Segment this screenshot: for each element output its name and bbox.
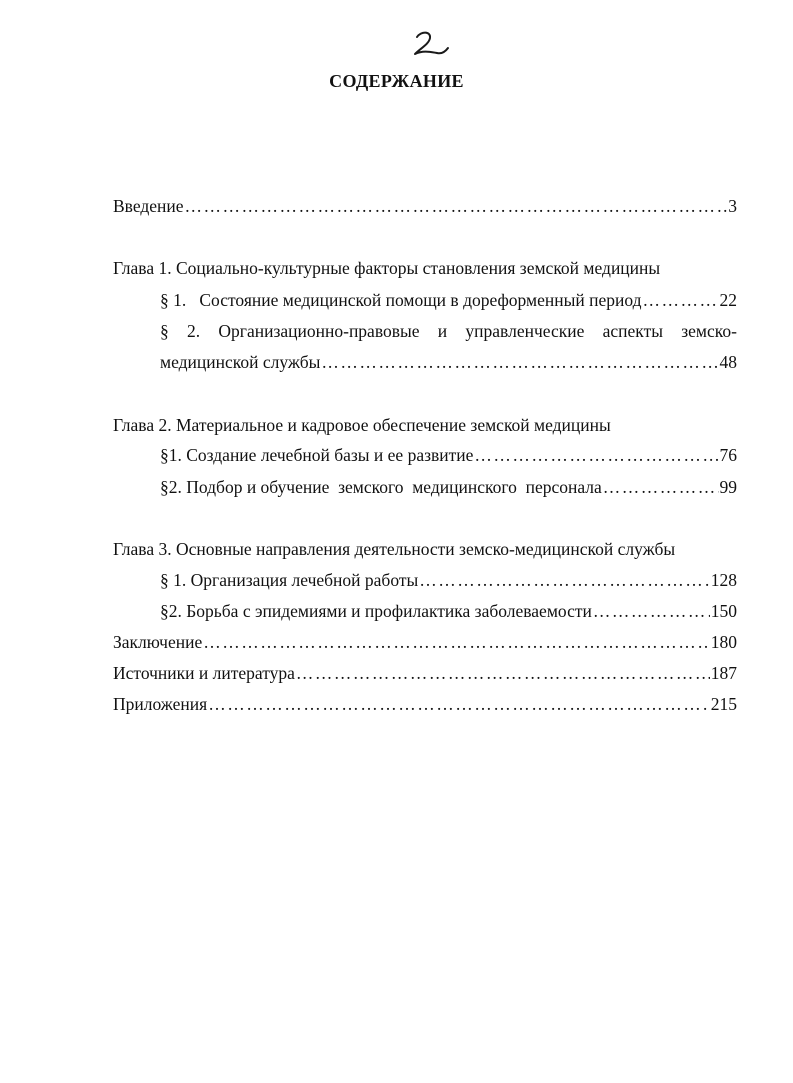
toc-page-number: 187: [710, 663, 737, 683]
toc-label: Заключение: [113, 632, 203, 652]
page-title: СОДЕРЖАНИЕ: [329, 71, 464, 91]
toc-page-number: 128: [710, 570, 737, 590]
word: и: [437, 321, 448, 341]
toc-label: § 1. Состояние медицинской помощи в дореформенный период: [160, 290, 642, 310]
toc-entry-appendix: [113, 692, 737, 716]
toc-entry-ch3-s1: [160, 568, 737, 592]
handwritten-page-number: [411, 28, 451, 58]
toc-entry-sources: [113, 661, 737, 685]
toc-entry-ch1-s1: [160, 288, 737, 312]
toc-leader-dots: [203, 630, 710, 654]
word: §: [160, 321, 169, 341]
word: управленческие: [465, 321, 585, 341]
toc-entry-ch1-s2-line2: [160, 350, 737, 374]
chapter-1-title: Глава 1. Социально-культурные факторы становления земской медицины: [113, 258, 661, 278]
toc-entry-intro: [113, 194, 737, 218]
word: земско-: [681, 321, 737, 341]
toc-label: § 1. Организация лечебной работы: [160, 570, 419, 590]
toc-entry-ch3-s2: [160, 599, 737, 623]
toc-page-number: 150: [710, 601, 737, 621]
word: аспекты: [602, 321, 663, 341]
toc-page-number: 48: [719, 352, 737, 372]
toc-label: Приложения: [113, 694, 208, 714]
toc-leader-dots: [185, 194, 728, 218]
word: 2.: [187, 321, 201, 341]
toc-page-number: 180: [710, 632, 737, 652]
toc-label: Введение: [113, 196, 184, 216]
toc-entry-ch1-s2-line1: [160, 319, 737, 343]
toc-leader-dots: [208, 692, 710, 716]
toc-label: Источники и литература: [113, 663, 295, 683]
toc-page-number: 76: [719, 445, 737, 465]
chapter-3-title: Глава 3. Основные направления деятельности земско-медицинской службы: [113, 539, 676, 559]
page-number: [411, 28, 451, 58]
toc-page-number: 22: [719, 290, 737, 310]
toc-leader-dots: [321, 350, 718, 374]
toc-page-number: 215: [710, 694, 737, 714]
toc-leader-dots: [603, 475, 719, 499]
toc-entry-conclusion: [113, 630, 737, 654]
toc-label: §2. Борьба с эпидемиями и профилактика заболеваемости: [160, 601, 592, 621]
toc-label: медицинской службы: [160, 352, 321, 372]
toc-leader-dots: [474, 443, 718, 467]
toc-leader-dots: [296, 661, 710, 685]
toc-label: §1. Создание лечебной базы и ее развитие: [160, 445, 474, 465]
word: Организационно-правовые: [218, 321, 420, 341]
toc-leader-dots: [419, 568, 709, 592]
toc-leader-dots: [643, 288, 719, 312]
toc-label: §2. Подбор и обучение земского медицинского персонала: [160, 477, 602, 497]
toc-page-number: 99: [719, 477, 737, 497]
chapter-2-title: Глава 2. Материальное и кадровое обеспечение земской медицины: [113, 415, 611, 435]
toc-entry-ch2-s1: [160, 443, 737, 467]
toc-entry-ch2-s2: [160, 475, 737, 499]
toc-leader-dots: [593, 599, 710, 623]
toc-page-number: 3: [728, 196, 737, 216]
